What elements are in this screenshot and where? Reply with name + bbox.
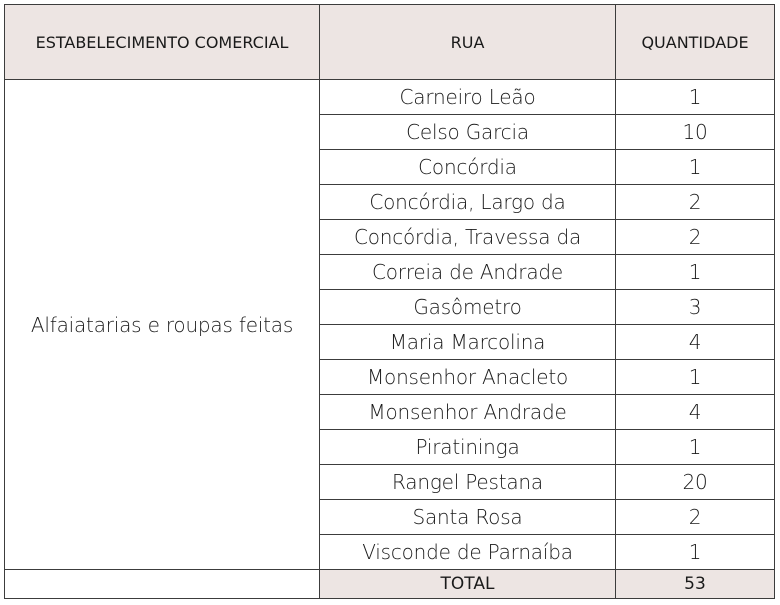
quantity-cell: 1 (616, 535, 775, 570)
quantity-cell: 4 (616, 395, 775, 430)
street-cell: Monsenhor Anacleto (320, 360, 616, 395)
quantity-cell: 1 (616, 80, 775, 115)
header-street: RUA (320, 5, 616, 80)
street-cell: Santa Rosa (320, 500, 616, 535)
total-row (5, 570, 775, 599)
street-cell: Piratininga (320, 430, 616, 465)
table-body (5, 80, 775, 599)
total-row-blank-cell (5, 570, 320, 599)
quantity-cell: 2 (616, 220, 775, 255)
street-cell: Carneiro Leão (320, 80, 616, 115)
total-value: 53 (616, 570, 775, 599)
header-row (5, 5, 775, 80)
street-cell: Correia de Andrade (320, 255, 616, 290)
quantity-cell: 2 (616, 185, 775, 220)
street-cell: Concórdia (320, 150, 616, 185)
street-cell: Rangel Pestana (320, 465, 616, 500)
establishments-table (4, 4, 775, 599)
quantity-cell: 3 (616, 290, 775, 325)
street-cell: Gasômetro (320, 290, 616, 325)
street-cell: Celso Garcia (320, 115, 616, 150)
quantity-cell: 20 (616, 465, 775, 500)
quantity-cell: 10 (616, 115, 775, 150)
street-cell: Visconde de Parnaíba (320, 535, 616, 570)
table-row (5, 80, 775, 115)
street-cell: Monsenhor Andrade (320, 395, 616, 430)
establishment-category: Alfaiatarias e roupas feitas (5, 80, 320, 570)
total-label: TOTAL (320, 570, 616, 599)
street-cell: Maria Marcolina (320, 325, 616, 360)
header-quantity: QUANTIDADE (616, 5, 775, 80)
header-establishment: ESTABELECIMENTO COMERCIAL (5, 5, 320, 80)
quantity-cell: 1 (616, 360, 775, 395)
quantity-cell: 4 (616, 325, 775, 360)
quantity-cell: 2 (616, 500, 775, 535)
street-cell: Concórdia, Travessa da (320, 220, 616, 255)
quantity-cell: 1 (616, 255, 775, 290)
quantity-cell: 1 (616, 430, 775, 465)
quantity-cell: 1 (616, 150, 775, 185)
street-cell: Concórdia, Largo da (320, 185, 616, 220)
